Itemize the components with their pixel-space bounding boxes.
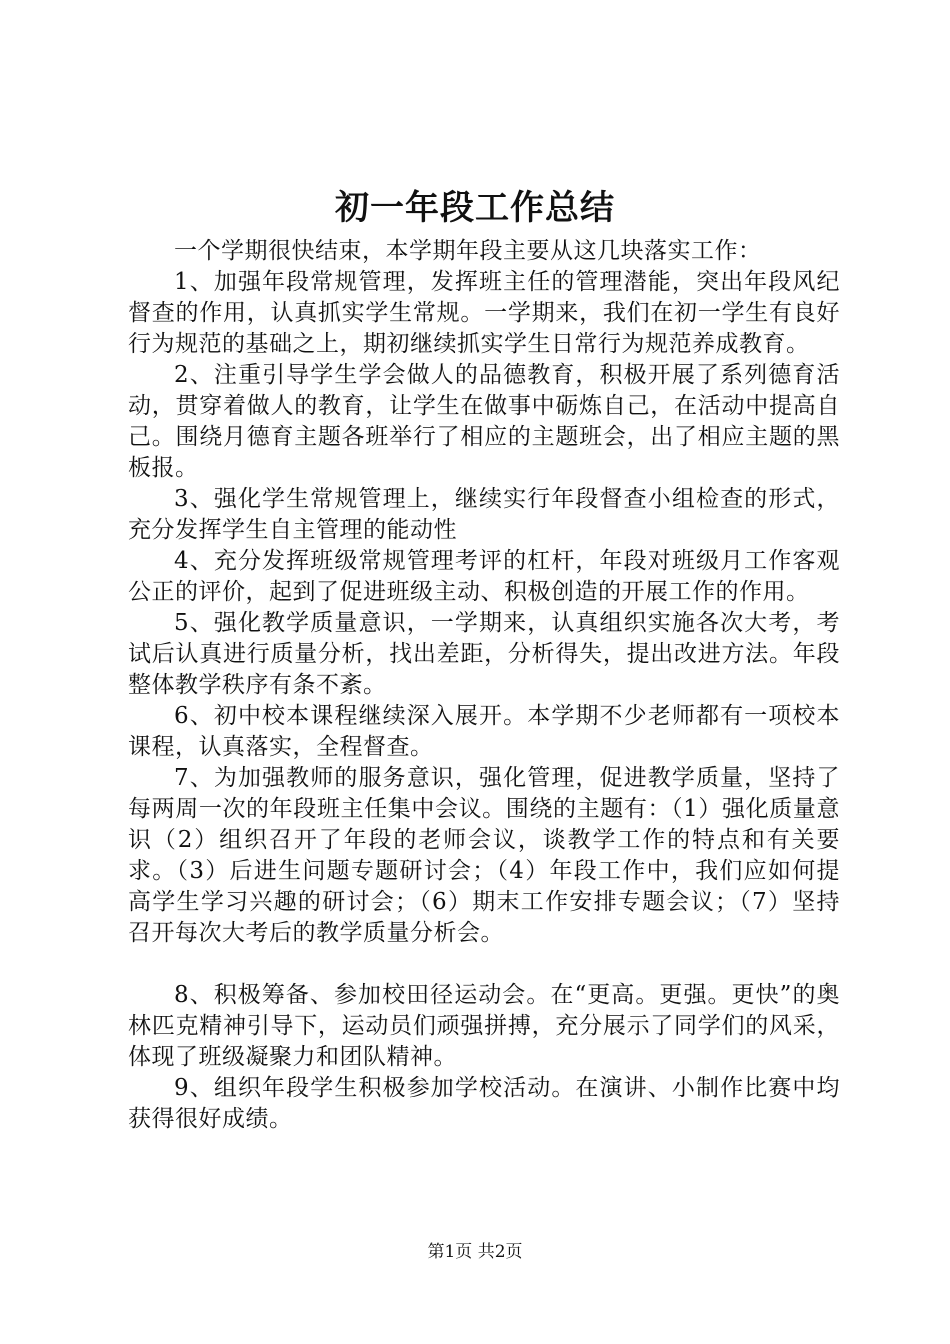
page-number-footer: 第1页 共2页 bbox=[427, 1242, 523, 1262]
paragraph-item-6: 6、初中校本课程继续深入展开。本学期不少老师都有一项校本课程，认真落实，全程督查。 bbox=[128, 703, 840, 760]
paragraph-item-9: 9、组织年段学生积极参加学校活动。在演讲、小制作比赛中均获得很好成绩。 bbox=[128, 1075, 840, 1132]
paragraph-item-7: 7、为加强教师的服务意识，强化管理，促进教学质量，坚持了每两周一次的年段班主任集中会议。围绕的主题有：（1）强化质量意识（2）组织召开了年段的老师会议，谈教学工作的特点和有关要求。（3）后进生问题专题研讨会；（4）年段工作中，我们应如何提高学生学习兴趣的研讨会；（6）期末工作安排专题会议；（7）坚持召开每次大考后的教学质量分析会。 bbox=[128, 765, 840, 946]
paragraph-item-1: 1、加强年段常规管理，发挥班主任的管理潜能，突出年段风纪督查的作用，认真抓实学生常规。一学期来，我们在初一学生有良好行为规范的基础之上，期初继续抓实学生日常行为规范养成教育。 bbox=[128, 269, 840, 357]
paragraph-item-4: 4、充分发挥班级常规管理考评的杠杆，年段对班级月工作客观公正的评价，起到了促进班级主动、积极创造的开展工作的作用。 bbox=[128, 548, 840, 605]
document-title: 初一年段工作总结 bbox=[335, 188, 615, 228]
paragraph-item-2: 2、注重引导学生学会做人的品德教育，积极开展了系列德育活动，贯穿着做人的教育，让学生在做事中砺炼自己，在活动中提高自己。围绕月德育主题各班举行了相应的主题班会，出了相应主题的黑板报。 bbox=[128, 362, 840, 481]
paragraph-item-5: 5、强化教学质量意识，一学期来，认真组织实施各次大考，考试后认真进行质量分析，找出差距，分析得失，提出改进方法。年段整体教学秩序有条不紊。 bbox=[128, 610, 840, 698]
paragraph-intro: 一个学期很快结束，本学期年段主要从这几块落实工作： bbox=[174, 238, 762, 264]
document-body bbox=[128, 236, 840, 1135]
paragraph-item-8: 8、积极筹备、参加校田径运动会。在“更高。更强。更快”的奥林匹克精神引导下，运动员们顽强拼搏，充分展示了同学们的风采，体现了班级凝聚力和团队精神。 bbox=[128, 982, 840, 1070]
paragraph-item-3: 3、强化学生常规管理上，继续实行年段督查小组检查的形式，充分发挥学生自主管理的能动性 bbox=[128, 486, 840, 543]
